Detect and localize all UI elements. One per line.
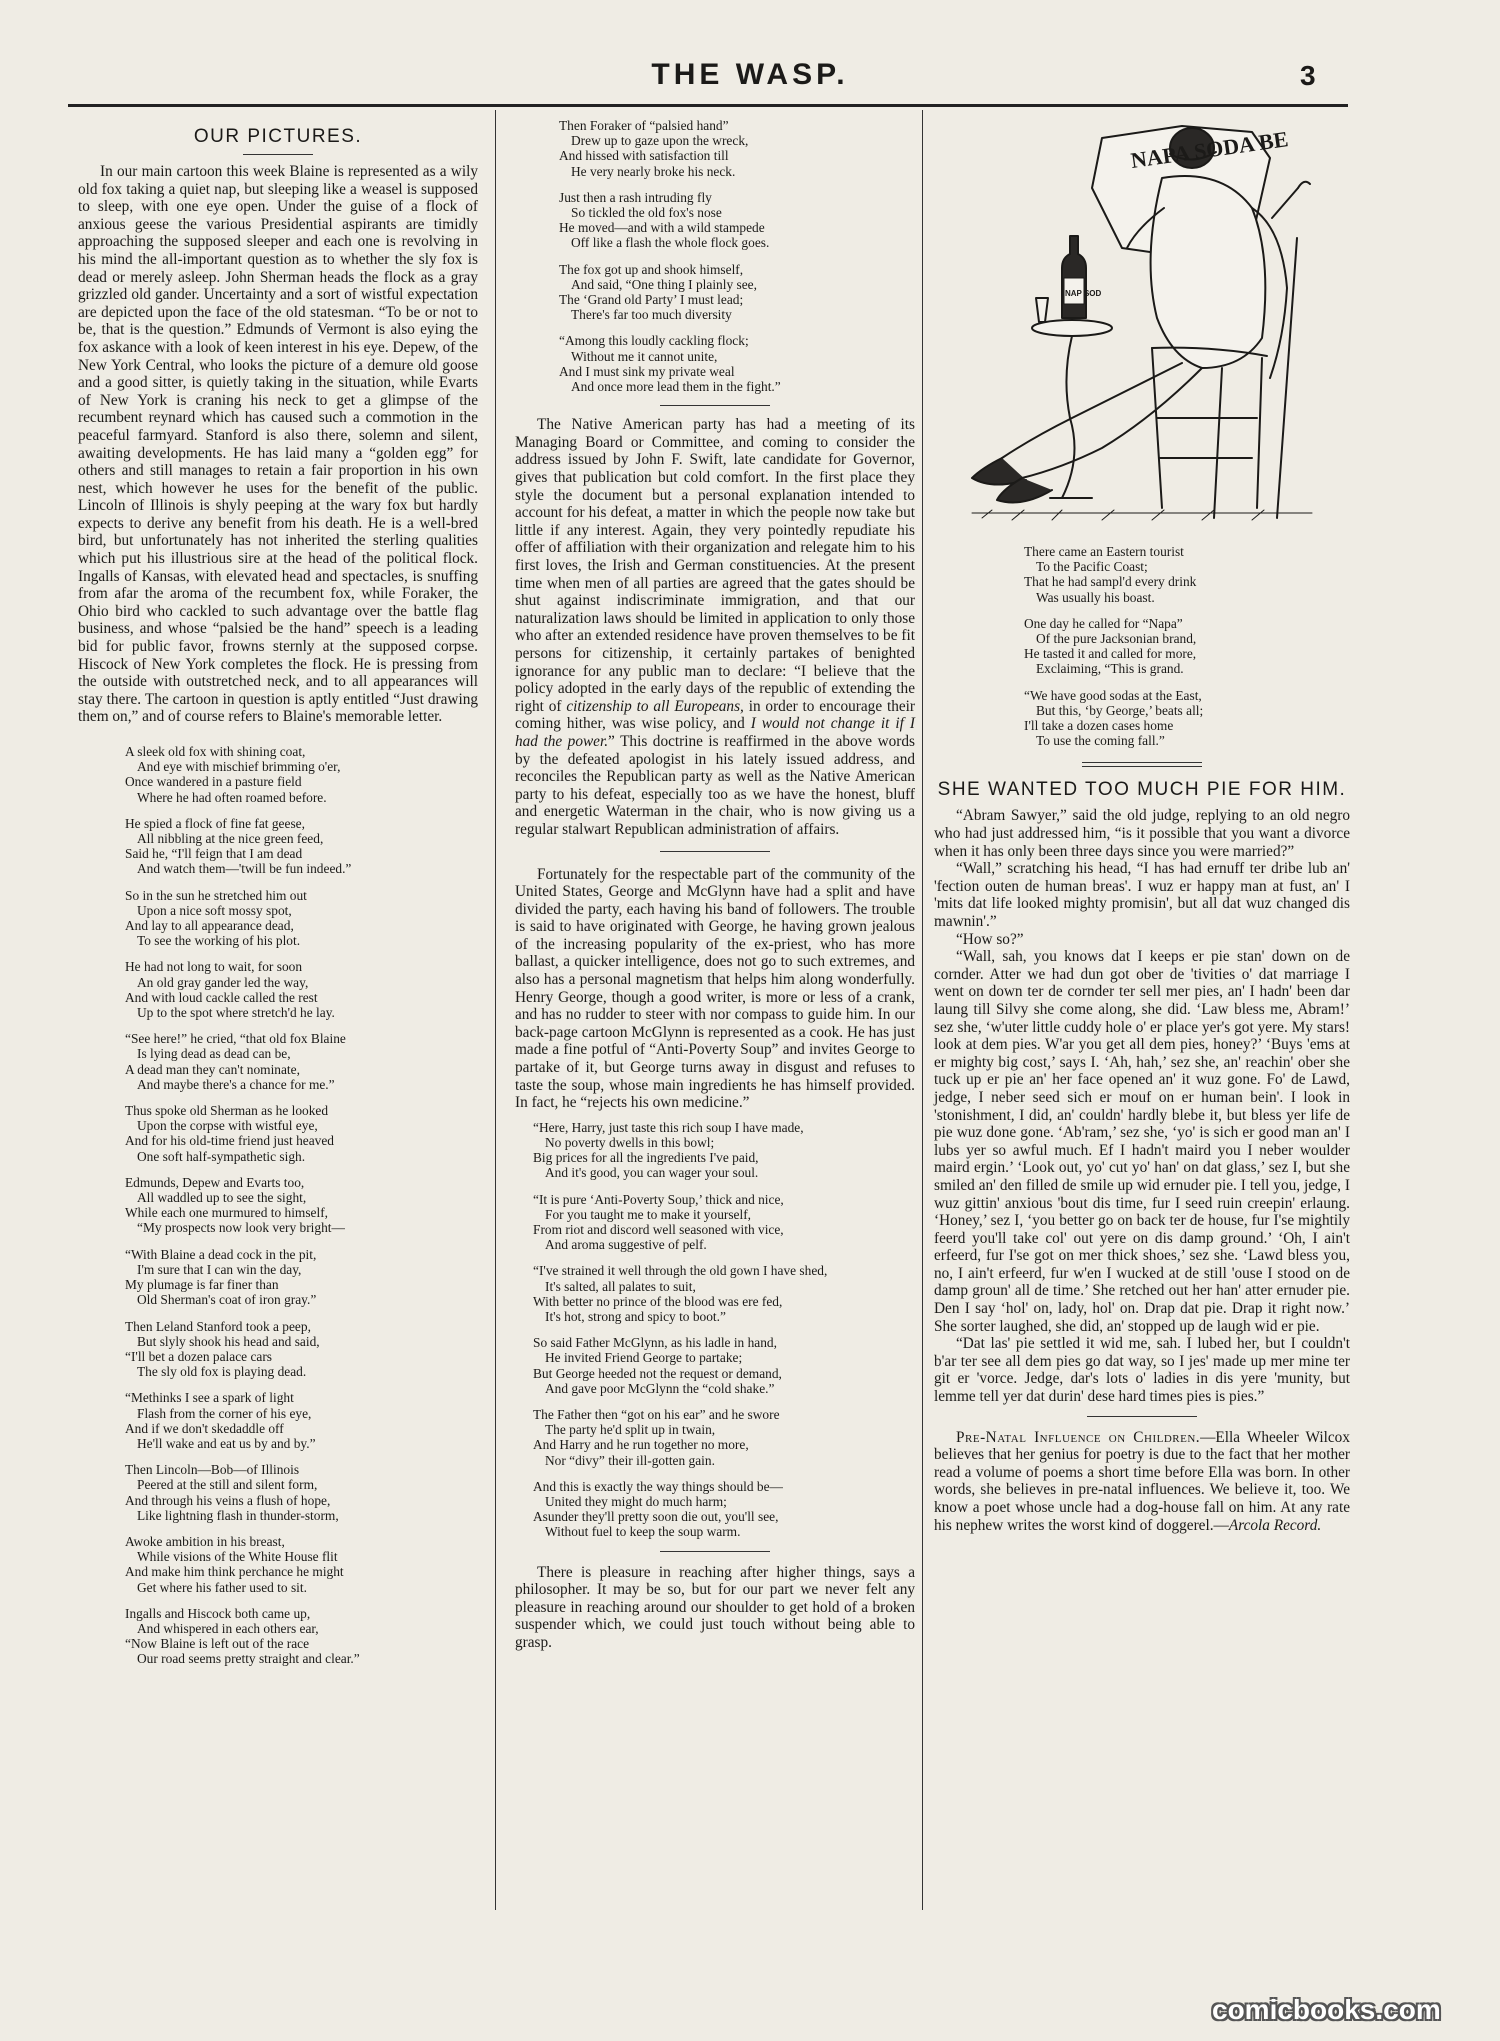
- poem-line: Exclaiming, “This is grand.: [1036, 661, 1184, 677]
- poem-line: I'm sure that I can win the day,: [137, 1261, 302, 1277]
- poem-stanza: [125, 959, 478, 1020]
- napa-soda-illustration: [952, 118, 1332, 538]
- fox-poem: [78, 744, 478, 1667]
- prenatal-source: Arcola Record.: [1228, 1516, 1322, 1534]
- poem-line: Ingalls and Hiscock both came up,: [125, 1605, 311, 1621]
- pie-story-paragraph: “Abram Sawyer,” said the old judge, replying to an old negro who had just addressed him, “is it possible that you want a divorce when it has only been three days since you were married?”: [934, 807, 1350, 860]
- poem-stanza: [559, 262, 915, 323]
- poem-line: Thus spoke old Sherman as he looked: [125, 1103, 329, 1119]
- poem-line: And aroma suggestive of pelf.: [545, 1237, 707, 1253]
- illustration-caption-poem: [934, 544, 1350, 748]
- poem-stanza: [125, 1175, 478, 1236]
- poem-line: It's hot, strong and spicy to boot.”: [545, 1309, 726, 1325]
- poem-line: “With Blaine a dead cock in the pit,: [125, 1246, 317, 1262]
- masthead-title: THE WASP.: [651, 58, 849, 91]
- poem-line: He had not long to wait, for soon: [125, 959, 303, 975]
- poem-line: “My prospects now look very bright—: [137, 1220, 345, 1236]
- poem-line: A sleek old fox with shining coat,: [125, 744, 306, 759]
- pie-story-paragraph: “Wall, sah, you knows dat I keeps er pie stan' down on de cornder. Atter we had dun got ober de 'tivities o' dat marriage I went on down ter de cornder ter sell mer pies, an' I hadn' been dar laung till Silvy she come along, she did. ‘Law bless me, Abram!’ sez she, ‘w'uter little cuddy hole o' er place yer's got yere. My stars! look at dem pies. W'ar you get all dem pies, honey?’ ‘Buys 'ems at er mighty big cost,’ says I. ‘Ah, hah,’ sez she, an' reachin' ober she tuck up er pie an' her face opened an' it wuz gone. Fo' de Lawd, jedge, I neber seed sich er mouf on er human bein'. I look in 'stonishment, I did, an' couldn' hardly blebe it, but bless yer life de pie wuz done gone. ‘Ab'ram,’ sez she, ‘yo' is sich er good man an' I lubs yer so awful much. Ef I hadn't maird you I neber woulder maird ergin.’ ‘Look out, yo' cut yo' han' on dat glass,’ sez I, but she smiled an' den filled de smile up wid ernuder pie. I tell you, jedge, I wuz gittin' anxious 'bout dis time, fur I seed ruin creepin' erlaung. ‘Honey,’ sez I, ‘you better go on back ter de house, fur I'se mightily feerd you'll take col' out yere on dis damp ground.’ ‘Oh, I ain't erfeerd, fur I'se got on mer thick shoes,’ sez she. ‘Lawd bless you, no, I ain't erfeerd, fur w'en I wucked at de still 'ouse I stood on de damp groun' all de time.’ She retched out her han' atter ernuder pie. Den I say ‘hol' on, lady, hol' on. Drap dat pie. Drap it right now.’ She sorter laughed, she did, an' stopped up de laugh wid er pie.: [934, 948, 1350, 1335]
- pie-story-paragraph: “Dat las' pie settled it wid me, sah. I lubed her, but I couldn't b'ar ter see all dem pies go dat way, so I jes' made up mer mine ter git er 'vorce. Jedge, dar's lots o' ladies in dis yere 'munity, but lemme tell yer dat durin' dese hard times pies is pies.”: [934, 1335, 1350, 1406]
- poem-stanza: [1024, 544, 1350, 605]
- native-american-article: [515, 416, 915, 838]
- poem-line: Drew up to gaze upon the wreck,: [571, 133, 749, 149]
- poem-stanza: [559, 333, 915, 394]
- poem-line: And with loud cackle called the rest: [125, 989, 318, 1005]
- poem-line: Without fuel to keep the soup warm.: [545, 1524, 741, 1540]
- poem-line: Asunder they'll pretty soon die out, you'll see,: [533, 1509, 779, 1525]
- poem-stanza: [533, 1407, 915, 1468]
- poem-line: One soft half-sympathetic sigh.: [137, 1148, 306, 1164]
- masthead-rule: [68, 104, 1348, 107]
- poem-line: Was usually his boast.: [1036, 589, 1155, 605]
- poem-line: And this is exactly the way things should be—: [533, 1478, 783, 1494]
- poem-line: And I must sink my private weal: [559, 363, 735, 379]
- separator-rule: [1087, 1416, 1197, 1417]
- poem-line: So in the sun he stretched him out: [125, 887, 307, 903]
- poem-line: Peered at the still and silent form,: [137, 1477, 318, 1493]
- poem-stanza: [125, 888, 478, 949]
- poem-line: Without me it cannot unite,: [571, 348, 718, 364]
- poem-line: Is lying dead as dead can be,: [137, 1046, 291, 1062]
- poem-line: Upon the corpse with wistful eye,: [137, 1118, 318, 1134]
- poem-line: Our road seems pretty straight and clear.”: [137, 1651, 360, 1667]
- separator-rule: [660, 1551, 770, 1552]
- poem-line: And watch them—'twill be fun indeed.”: [137, 861, 352, 877]
- poem-stanza: [125, 1462, 478, 1523]
- poem-line: And once more lead them in the fight.”: [571, 379, 781, 395]
- poem-line: Just then a rash intruding fly: [559, 189, 712, 205]
- poem-stanza: [533, 1263, 915, 1324]
- poem-line: The ‘Grand old Party’ I must lead;: [559, 292, 744, 308]
- poem-line: With better no prince of the blood was ere fed,: [533, 1293, 783, 1309]
- poem-line: But slyly shook his head and said,: [137, 1333, 320, 1349]
- poem-line: Once wandered in a pasture field: [125, 774, 302, 790]
- poem-line: He spied a flock of fine fat geese,: [125, 815, 305, 831]
- poem-line: He moved—and with a wild stampede: [559, 220, 765, 236]
- poem-line: To the Pacific Coast;: [1036, 559, 1148, 575]
- poem-line: All waddled up to see the sight,: [137, 1190, 307, 1206]
- poem-line: And for his old-time friend just heaved: [125, 1133, 334, 1149]
- poem-stanza: [533, 1335, 915, 1396]
- pie-story-heading: SHE WANTED TOO MUCH PIE FOR HIM.: [937, 779, 1347, 801]
- poem-line: Like lightning flash in thunder-storm,: [137, 1507, 339, 1523]
- poem-line: He invited Friend George to partake;: [545, 1350, 743, 1366]
- our-pictures-body: In our main cartoon this week Blaine is represented as a wily old fox taking a quiet nap, but sleeping like a weasel is supposed to sleep, with one eye open. Under the guise of a flock of anxious geese the various Presidential aspirants are timidly approaching the supposed sleeper and each one is revolving in his mind the all-important question as to whether the sly fox is dead or merely asleep. John Sherman heads the flock as a gray grizzled old gander. Uncertainty and a sort of wistful expectation are depicted upon the face of the old statesman. “To be or not to be, that is the question.” Edmunds of Vermont is also eying the fox askance with a look of keen interest in his eye. Depew, of the New York Central, who looks the picture of a demure old goose and a good sitter, is quietly taking in the situation, while Evarts of New York is craning his neck to get a glimpse of the recumbent reynard which has caused such a commotion in the peaceful farmyard. Stanford is also there, solemn and silent, awaiting developments. He has laid many a “golden egg” for others and still manages to retain a fair proportion in his own nest, which however he uses for the benefit of the public. Lincoln of Illinois is shyly peeping at the wary fox but hardly expects to derive any benefit from his death. He is a well-bred bird, but unfortunately has not inherited the sterling qualities which put his illustrious sire at the head of the political flock. Ingalls of Kansas, with elevated head and spectacles, is snuffing from afar the aroma of the recumbent fox, while Foraker, the Ohio bird who cackled to such advantage over the battle flag business, and whose “palsied be the hand” speech is a leading bid for public favor, frowns sternly at the supposed corpse. Hiscock of New York completes the flock. He is pressing from the outside with outstretched neck, and to all appearances will stay there. The cartoon in question is aptly entitled “Just drawing them on,” and of course refers to Blaine's memorable letter.: [78, 163, 478, 726]
- poem-line: “Among this loudly cackling flock;: [559, 333, 749, 349]
- poem-line: One day he called for “Napa”: [1024, 615, 1183, 631]
- poem-line: To use the coming fall.”: [1036, 733, 1165, 749]
- poem-stanza: [125, 1319, 478, 1380]
- poem-stanza: [533, 1479, 915, 1540]
- george-mcglynn-article: Fortunately for the respectable part of the community of the United States, George and McGlynn have had a split and have divided the party, each having his band of followers. The trouble is said to have originated with George, he having grown jealous of the increasing popularity of the ex-priest, who has more ballast, a quicker intelligence, does not go to such extremes, and also has a personal magnetism that helps him along wonderfully. Henry George, though a good writer, is more or less of a crank, and has no rudder to steer with nor compass to guide him. In our back-page cartoon McGlynn is represented as a cook. He has just made a fine potful of “Anti-Poverty Soup” and invites George to partake of it, but George turns away in disgust and refuses to taste the soup, whose main ingredients he has himself provided. In fact, he “rejects his own medicine.”: [515, 865, 915, 1112]
- native-american-italic-2: I would not change it if I had the power.: [515, 715, 915, 750]
- poem-line: Old Sherman's coat of iron gray.”: [137, 1292, 317, 1308]
- poem-line: I'll take a dozen cases home: [1024, 718, 1174, 734]
- poem-line: He very nearly broke his neck.: [571, 163, 736, 179]
- poem-line: “I've strained it well through the old gown I have shed,: [533, 1263, 828, 1279]
- poem-line: While visions of the White House flit: [137, 1549, 338, 1565]
- poem-line: Big prices for all the ingredients I've paid,: [533, 1150, 759, 1166]
- poem-line: “Now Blaine is left out of the race: [125, 1636, 310, 1652]
- watermark: comicbooks.com: [1212, 1994, 1441, 2025]
- poem-line: The sly old fox is playing dead.: [137, 1364, 307, 1380]
- poem-line: So tickled the old fox's nose: [571, 205, 722, 221]
- poem-line: Then Foraker of “palsied hand”: [559, 118, 729, 133]
- fox-poem-continued: [515, 118, 915, 394]
- poem-line: No poverty dwells in this bowl;: [545, 1135, 715, 1151]
- poem-stanza: [559, 190, 915, 251]
- poem-stanza: [125, 1103, 478, 1164]
- separator-rule: [660, 851, 770, 852]
- poem-stanza: [1024, 688, 1350, 749]
- poem-line: And hissed with satisfaction till: [559, 148, 729, 164]
- poem-line: United they might do much harm;: [545, 1494, 727, 1510]
- poem-stanza: [125, 744, 478, 805]
- poem-line: And said, “One thing I plainly see,: [571, 276, 757, 292]
- bottle-label: NAP SOD: [1065, 289, 1102, 298]
- closing-paragraph: There is pleasure in reaching after higher things, says a philosopher. It may be so, but for our part we never felt any pleasure in reaching around our shoulder to get hold of a broken suspender which, we could just touch without being able to grasp.: [515, 1563, 915, 1652]
- poem-stanza: [1024, 616, 1350, 677]
- poem-line: There came an Eastern tourist: [1024, 544, 1184, 559]
- poem-line: Flash from the corner of his eye,: [137, 1405, 312, 1421]
- poem-stanza: [125, 1247, 478, 1308]
- poem-line: Where he had often roamed before.: [137, 789, 327, 805]
- poem-line: He'll wake and eat us by and by.”: [137, 1435, 316, 1451]
- poem-stanza: [125, 1031, 478, 1092]
- poem-line: And lay to all appearance dead,: [125, 918, 294, 934]
- poem-stanza: [125, 1534, 478, 1595]
- column-1: [78, 118, 478, 1678]
- poem-stanza: [533, 1192, 915, 1253]
- poem-line: And gave poor McGlynn the “cold shake.”: [545, 1380, 775, 1396]
- poem-line: Get where his father used to sit.: [137, 1579, 307, 1595]
- poem-line: From riot and discord well seasoned with vice,: [533, 1222, 784, 1238]
- poem-line: It's salted, all palates to suit,: [545, 1278, 696, 1294]
- poem-line: But George heeded not the request or demand,: [533, 1365, 782, 1381]
- poem-line: And if we don't skedaddle off: [125, 1420, 284, 1436]
- native-american-text-3: ” This doctrine is reaffirmed in the above words by the defeated apologist in his lately issued address, and reconciles the Republican party as well as the Native American party to his defeat, especially too as we have the honest, bluff and energetic Waterman in the chair, who is now giving us a regular stalwart Republican administration of affairs.: [515, 732, 915, 838]
- poem-stanza: [125, 1390, 478, 1451]
- native-american-text-2: in order to encourage their coming hither, was wise policy, and: [515, 697, 915, 733]
- poster-text: NAPA SODA BE: [1129, 126, 1290, 173]
- poem-line: “Here, Harry, just taste this rich soup I have made,: [533, 1119, 804, 1135]
- double-rule: [1082, 762, 1202, 767]
- poem-line: Up to the spot where stretch'd he lay.: [137, 1005, 335, 1021]
- poem-line: “See here!” he cried, “that old fox Blaine: [125, 1031, 346, 1047]
- poem-line: Awoke ambition in his breast,: [125, 1533, 285, 1549]
- prenatal-article: [934, 1429, 1350, 1535]
- poem-stanza: [125, 1606, 478, 1667]
- column-divider-1: [495, 110, 496, 1910]
- poem-line: Said he, “I'll feign that I am dead: [125, 846, 303, 862]
- poem-line: “Methinks I see a spark of light: [125, 1390, 294, 1406]
- pie-story-body: [934, 807, 1350, 1405]
- soup-poem: [515, 1120, 915, 1540]
- poem-line: To see the working of his plot.: [137, 933, 301, 949]
- page-number: 3: [1300, 60, 1316, 91]
- poem-stanza: [559, 118, 915, 179]
- poem-line: A dead man they can't nominate,: [125, 1061, 300, 1077]
- poem-line: And whispered in each others ear,: [137, 1620, 319, 1636]
- native-american-italic-1: citizenship to all Europeans,: [566, 697, 744, 715]
- poem-line: Then Lincoln—Bob—of Illinois: [125, 1462, 300, 1478]
- separator-rule: [660, 405, 770, 406]
- poem-line: Upon a nice soft mossy spot,: [137, 902, 292, 918]
- poem-line: Nor “divy” their ill-gotten gain.: [545, 1452, 715, 1468]
- poem-line: “We have good sodas at the East,: [1024, 687, 1202, 703]
- pie-story-paragraph: “Wall,” scratching his head, “I has had ernuff ter dribe lub an' 'fection outen de human breas'. I wuz er happy man at fust, an' I 'mits dat life looked mighty promisin', but all dat wuz changed dis mawnin'.”: [934, 860, 1350, 930]
- pie-story-paragraph: “How so?”: [956, 930, 1024, 948]
- poem-line: And it's good, you can wager your soul.: [545, 1165, 759, 1181]
- poem-stanza: [533, 1120, 915, 1181]
- poem-line: The fox got up and shook himself,: [559, 261, 744, 277]
- poem-line: For you taught me to make it yourself,: [545, 1206, 752, 1222]
- poem-line: And eye with mischief brimming o'er,: [137, 759, 341, 775]
- poem-line: Then Leland Stanford took a peep,: [125, 1318, 311, 1334]
- poem-line: He tasted it and called for more,: [1024, 646, 1197, 662]
- poem-line: So said Father McGlynn, as his ladle in hand,: [533, 1335, 777, 1351]
- prenatal-title: Pre-Natal Influence on Children.: [956, 1428, 1201, 1446]
- poem-line: “It is pure ‘Anti-Poverty Soup,’ thick and nice,: [533, 1191, 784, 1207]
- poem-stanza: [125, 816, 478, 877]
- poem-line: The party he'd split up in twain,: [545, 1422, 716, 1438]
- poem-line: That he had sampl'd every drink: [1024, 574, 1197, 590]
- column-3: [934, 118, 1350, 1534]
- poem-line: There's far too much diversity: [571, 307, 732, 323]
- poem-line: While each one murmured to himself,: [125, 1205, 329, 1221]
- prenatal-body: —Ella Wheeler Wilcox believes that her genius for poetry is due to the fact that her mother read a volume of poems a short time before Ella was born. In other words, she believes in pre-natal influences. We believe it, too. We know a poet whose uncle had a dog-house fall on him. At any rate his nephew writes the worst kind of doggerel.—: [934, 1428, 1350, 1534]
- our-pictures-heading: OUR PICTURES.: [193, 126, 363, 147]
- poem-line: Edmunds, Depew and Evarts too,: [125, 1174, 305, 1190]
- poem-line: And maybe there's a chance for me.”: [137, 1076, 335, 1092]
- poem-line: But this, ‘by George,’ beats all;: [1036, 702, 1204, 718]
- heading-rule: [243, 154, 313, 155]
- poem-line: And Harry and he run together no more,: [533, 1437, 749, 1453]
- poem-line: My plumage is far finer than: [125, 1277, 279, 1293]
- poem-line: An old gray gander led the way,: [137, 974, 309, 990]
- poem-line: And through his veins a flush of hope,: [125, 1492, 331, 1508]
- column-divider-2: [922, 110, 923, 1910]
- column-2: [515, 118, 915, 1652]
- poem-line: The Father then “got on his ear” and he swore: [533, 1407, 780, 1423]
- poem-line: Off like a flash the whole flock goes.: [571, 235, 770, 251]
- native-american-text-1: The Native American party has had a meeting of its Managing Board or Committee, and coming to consider the address issued by John F. Swift, late candidate for Governor, gives that publication but cold comfort. In the first place they style the document but a personal explanation intended to account for his defeat, a matter in which the people now take but little if any interest. Again, they very pointedly repudiate his offer of affiliation with their organization and relegate him to his first loves, the Irish and German constituencies. At the present time when men of all parties are agreed that the gates should be shut against indiscriminate immigration, and that our naturalization laws should be limited in application to only those who after an extended residence have proven themselves to be fit persons for citizenship, it certainly partakes of benighted ignorance for any public man to declare: “I believe that the policy adopted in the early days of the republic of extending the right of: [515, 416, 915, 715]
- poem-line: “I'll bet a dozen palace cars: [125, 1348, 273, 1364]
- poem-line: And make him think perchance he might: [125, 1564, 344, 1580]
- poem-line: All nibbling at the nice green feed,: [137, 831, 324, 847]
- poem-line: Of the pure Jacksonian brand,: [1036, 631, 1197, 647]
